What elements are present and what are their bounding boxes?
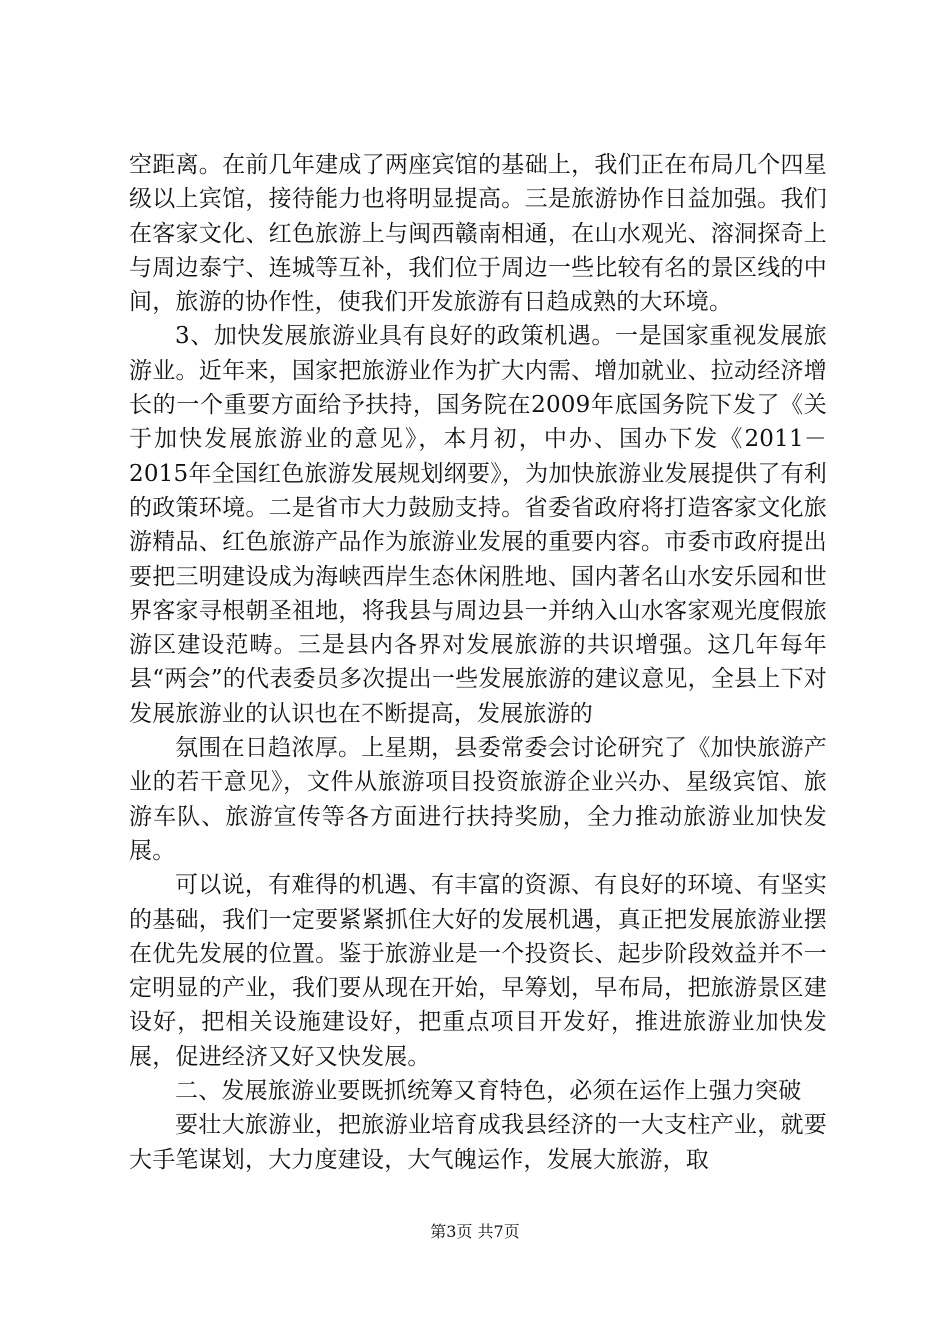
paragraph-3: 氛围在日趋浓厚。上星期，县委常委会讨论研究了《加快旅游产业的若干意见》，文件从旅游项目投资旅游企业兴办、星级宾馆、旅游车队、旅游宣传等各方面进行扶持奖励，全力推动旅游业加快发展。 (129, 735, 827, 864)
document-body (129, 148, 827, 1177)
paragraph-6: 要壮大旅游业，把旅游业培育成我县经济的一大支柱产业，就要大手笔谋划，大力度建设，大气魄运作，发展大旅游，取 (129, 1112, 827, 1173)
page-number-footer: 第3页 共7页 (430, 1222, 520, 1241)
paragraph-1: 空距离。在前几年建成了两座宾馆的基础上，我们正在布局几个四星级以上宾馆，接待能力也将明显提高。三是旅游协作日益加强。我们在客家文化、红色旅游上与闽西赣南相通，在山水观光、溶洞探奇上与周边泰宁、连城等互补，我们位于周边一些比较有名的景区线的中间，旅游的协作性，使我们开发旅游有日趋成熟的大环境。 (129, 152, 827, 316)
paragraph-4: 可以说，有难得的机遇、有丰富的资源、有良好的环境、有坚实的基础，我们一定要紧紧抓住大好的发展机遇，真正把发展旅游业摆在优先发展的位置。鉴于旅游业是一个投资长、起步阶段效益并不一定明显的产业，我们要从现在开始，早筹划，早布局，把旅游景区建设好，把相关设施建设好，把重点项目开发好，推进旅游业加快发展，促进经济又好又快发展。 (129, 872, 827, 1070)
section-heading-2: 二、发展旅游业要既抓统筹又育特色，必须在运作上强力突破 (175, 1078, 802, 1105)
paragraph-2: 3、加快发展旅游业具有良好的政策机遇。一是国家重视发展旅游业。近年来，国家把旅游业作为扩大内需、增加就业、拉动经济增长的一个重要方面给予扶持，国务院在2009年底国务院下发了《关于加快发展旅游业的意见》，本月初，中办、国办下发《2011－2015年全国红色旅游发展规划纲要》，为加快旅游业发展提供了有利的政策环境。二是省市大力鼓励支持。省委省政府将打造客家文化旅游精品、红色旅游产品作为旅游业发展的重要内容。市委市政府提出要把三明建设成为海峡西岸生态休闲胜地、国内著名山水安乐园和世界客家寻根朝圣祖地，将我县与周边县一并纳入山水客家观光度假旅游区建设范畴。三是县内各界对发展旅游的共识增强。这几年每年县“两会”的代表委员多次提出一些发展旅游的建议意见，全县上下对发展旅游业的认识也在不断提高，发展旅游的 (129, 323, 827, 727)
